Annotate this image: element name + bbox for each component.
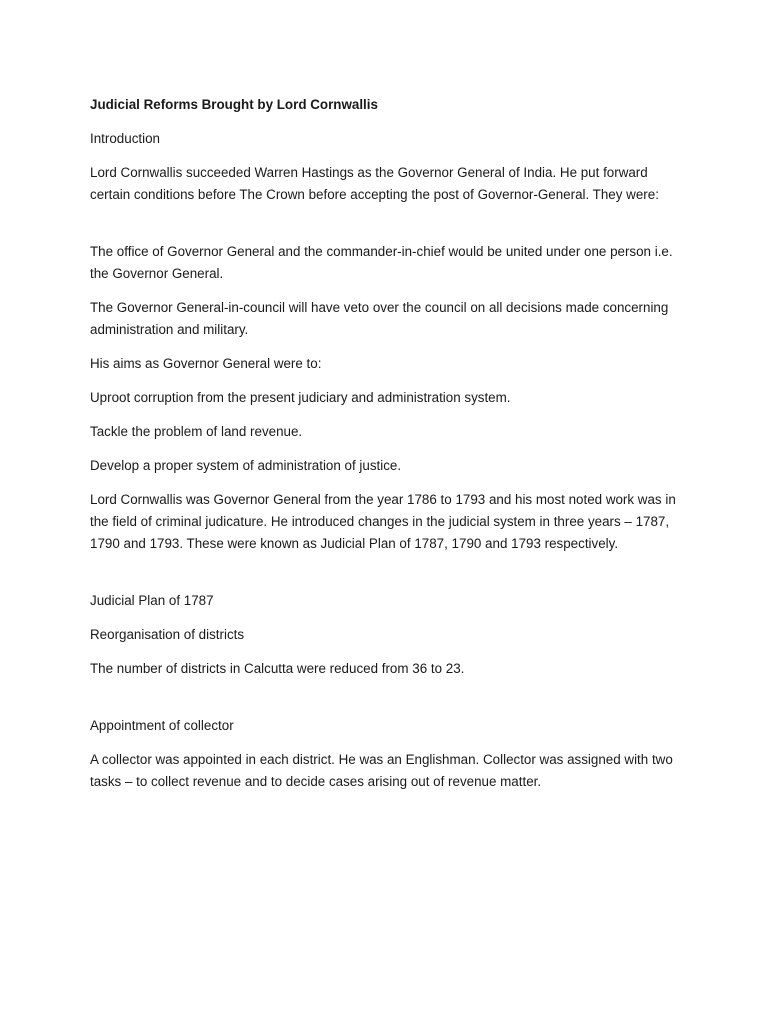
paragraph-aim-corruption: Uproot corruption from the present judiciary and administration system.: [90, 390, 511, 405]
document-title: Judicial Reforms Brought by Lord Cornwallis: [90, 97, 378, 112]
paragraph-aim-justice: Develop a proper system of administration of justice.: [90, 458, 402, 473]
paragraph-condition-veto: The Governor General-in-council will have veto over the council on all decisions made concerning administration and military.: [90, 300, 669, 337]
section-heading-collector: Appointment of collector: [90, 718, 234, 733]
paragraph-districts: The number of districts in Calcutta were reduced from 36 to 23.: [90, 661, 465, 676]
paragraph-aims: His aims as Governor General were to:: [90, 356, 322, 371]
paragraph-aim-land-revenue: Tackle the problem of land revenue.: [90, 424, 303, 439]
paragraph-condition-office: The office of Governor General and the commander-in-chief would be united under one person i.e. the Governor General.: [90, 244, 673, 281]
paragraph-succession: Lord Cornwallis succeeded Warren Hastings as the Governor General of India. He put forward certain conditions before The Crown before accepting the post of Governor-General. They were:: [90, 165, 659, 202]
paragraph-collector: A collector was appointed in each district. He was an Englishman. Collector was assigned with two tasks – to collect revenue and to decide cases arising out of revenue matter.: [90, 752, 673, 789]
section-heading-reorganisation: Reorganisation of districts: [90, 627, 245, 642]
paragraph-tenure: Lord Cornwallis was Governor General from the year 1786 to 1793 and his most noted work was in the field of criminal judicature. He introduced changes in the judicial system in three years – 1787, 1790 and 1793. These were known as Judicial Plan of 1787, 1790 and 1793 respectively.: [90, 492, 676, 551]
section-heading-plan-1787: Judicial Plan of 1787: [90, 593, 214, 608]
section-heading-introduction: Introduction: [90, 131, 160, 146]
document-page: [90, 94, 690, 793]
